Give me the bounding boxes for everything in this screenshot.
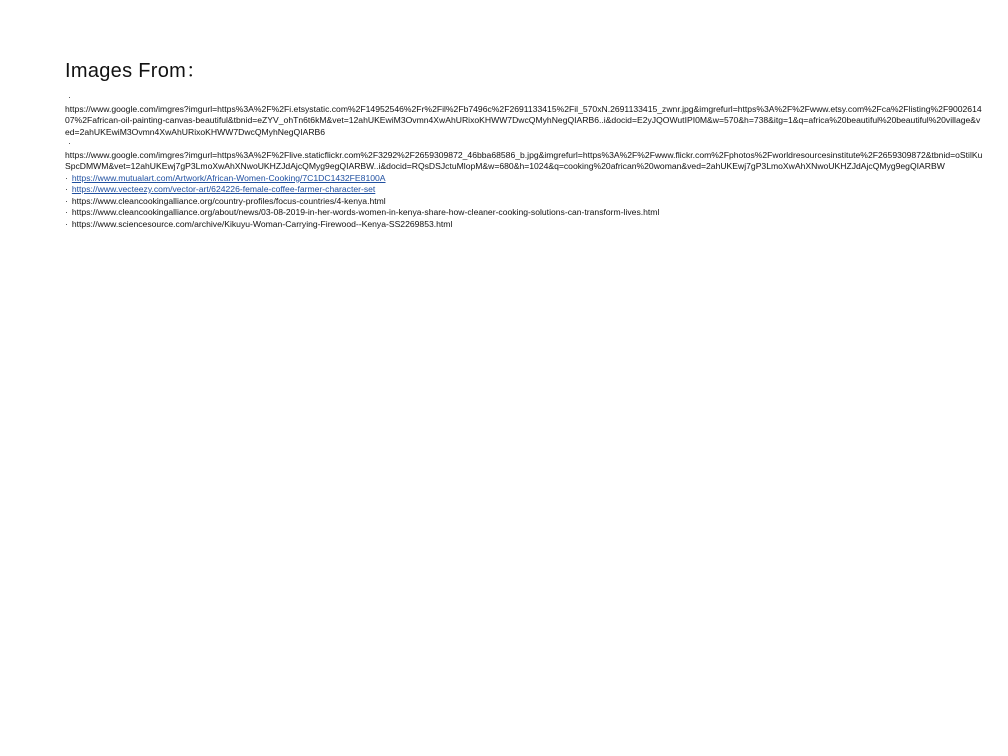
source-url: https://www.sciencesource.com/archive/Kikuyu-Woman-Carrying-Firewood--Kenya-SS2269853.html — [71, 218, 453, 229]
bullet-marker: · — [65, 195, 68, 206]
bullet-marker: · — [68, 92, 71, 102]
source-item — [65, 173, 985, 185]
source-link[interactable]: https://www.mutualart.com/Artwork/African-Women-Cooking/7C1DC1432FE8100A — [71, 172, 386, 183]
source-url: https://www.cleancookingalliance.org/about/news/03-08-2019-in-her-words-women-in-kenya-share-how-cleaner-cooking-solutions-can-transform-lives.html — [71, 207, 660, 217]
source-list — [65, 92, 985, 230]
source-item — [65, 207, 985, 219]
source-url: https://www.google.com/imgres?imgurl=https%3A%2F%2Fi.etsystatic.com%2F14952546%2Fr%2Fil%2Fb7496c%2F2691133415%2Fil_570xN.2691133415_zwnr.jpg&imgrefurl=https%3A%2F%2Fwww.etsy.com%2Fca%2Flisting%2F900261407%2Fafrican-oil-painting-canvas-beautiful&tbnid=eZYV_ohTn6t6kM&vet=12ahUKEwiM3Ovmn4XwAhURixoKHWW7DwcQMyhNegQIARB6..i&docid=E2yJQOWutIPI0M&w=570&h=738&itg=1&q=africa%20beautiful%20beautiful%20village&ved=2ahUKEwiM3Ovmn4XwAhURixoKHWW7DwcQMyhNegQIARB6 — [65, 103, 982, 137]
bullet-marker: · — [65, 184, 68, 194]
source-item — [65, 138, 985, 173]
page-title: Images From： — [65, 60, 207, 82]
source-item — [65, 219, 985, 231]
source-url: https://www.cleancookingalliance.org/country-profiles/focus-countries/4-kenya.html — [71, 195, 386, 206]
bullet-marker: · — [68, 138, 71, 148]
source-item — [65, 184, 985, 196]
bullet-marker: · — [65, 218, 68, 229]
source-item — [65, 196, 985, 208]
source-link[interactable]: https://www.vecteezy.com/vector-art/624226-female-coffee-farmer-character-set — [71, 184, 376, 194]
bullet-marker: · — [65, 172, 68, 183]
source-item — [65, 92, 985, 138]
bullet-marker: · — [65, 207, 68, 217]
source-url: https://www.google.com/imgres?imgurl=https%3A%2F%2Flive.staticflickr.com%2F3292%2F2659309872_46bba68586_b.jpg&imgrefurl=https%3A%2F%2Fwww.flickr.com%2Fphotos%2Fworldresourcesinstitute%2F2659309872&tbnid=oStilKuSpcDMWM&vet=12ahUKEwj7gP3LmoXwAhXNwoUKHZJdAjcQMyg9egQIARBW..i&docid=RQsDSJctuMlopM&w=680&h=1024&q=cooking%20african%20woman&ved=2ahUKEwj7gP3LmoXwAhXNwoUKHZJdAjcQMyg9egQIARBW — [65, 149, 983, 171]
